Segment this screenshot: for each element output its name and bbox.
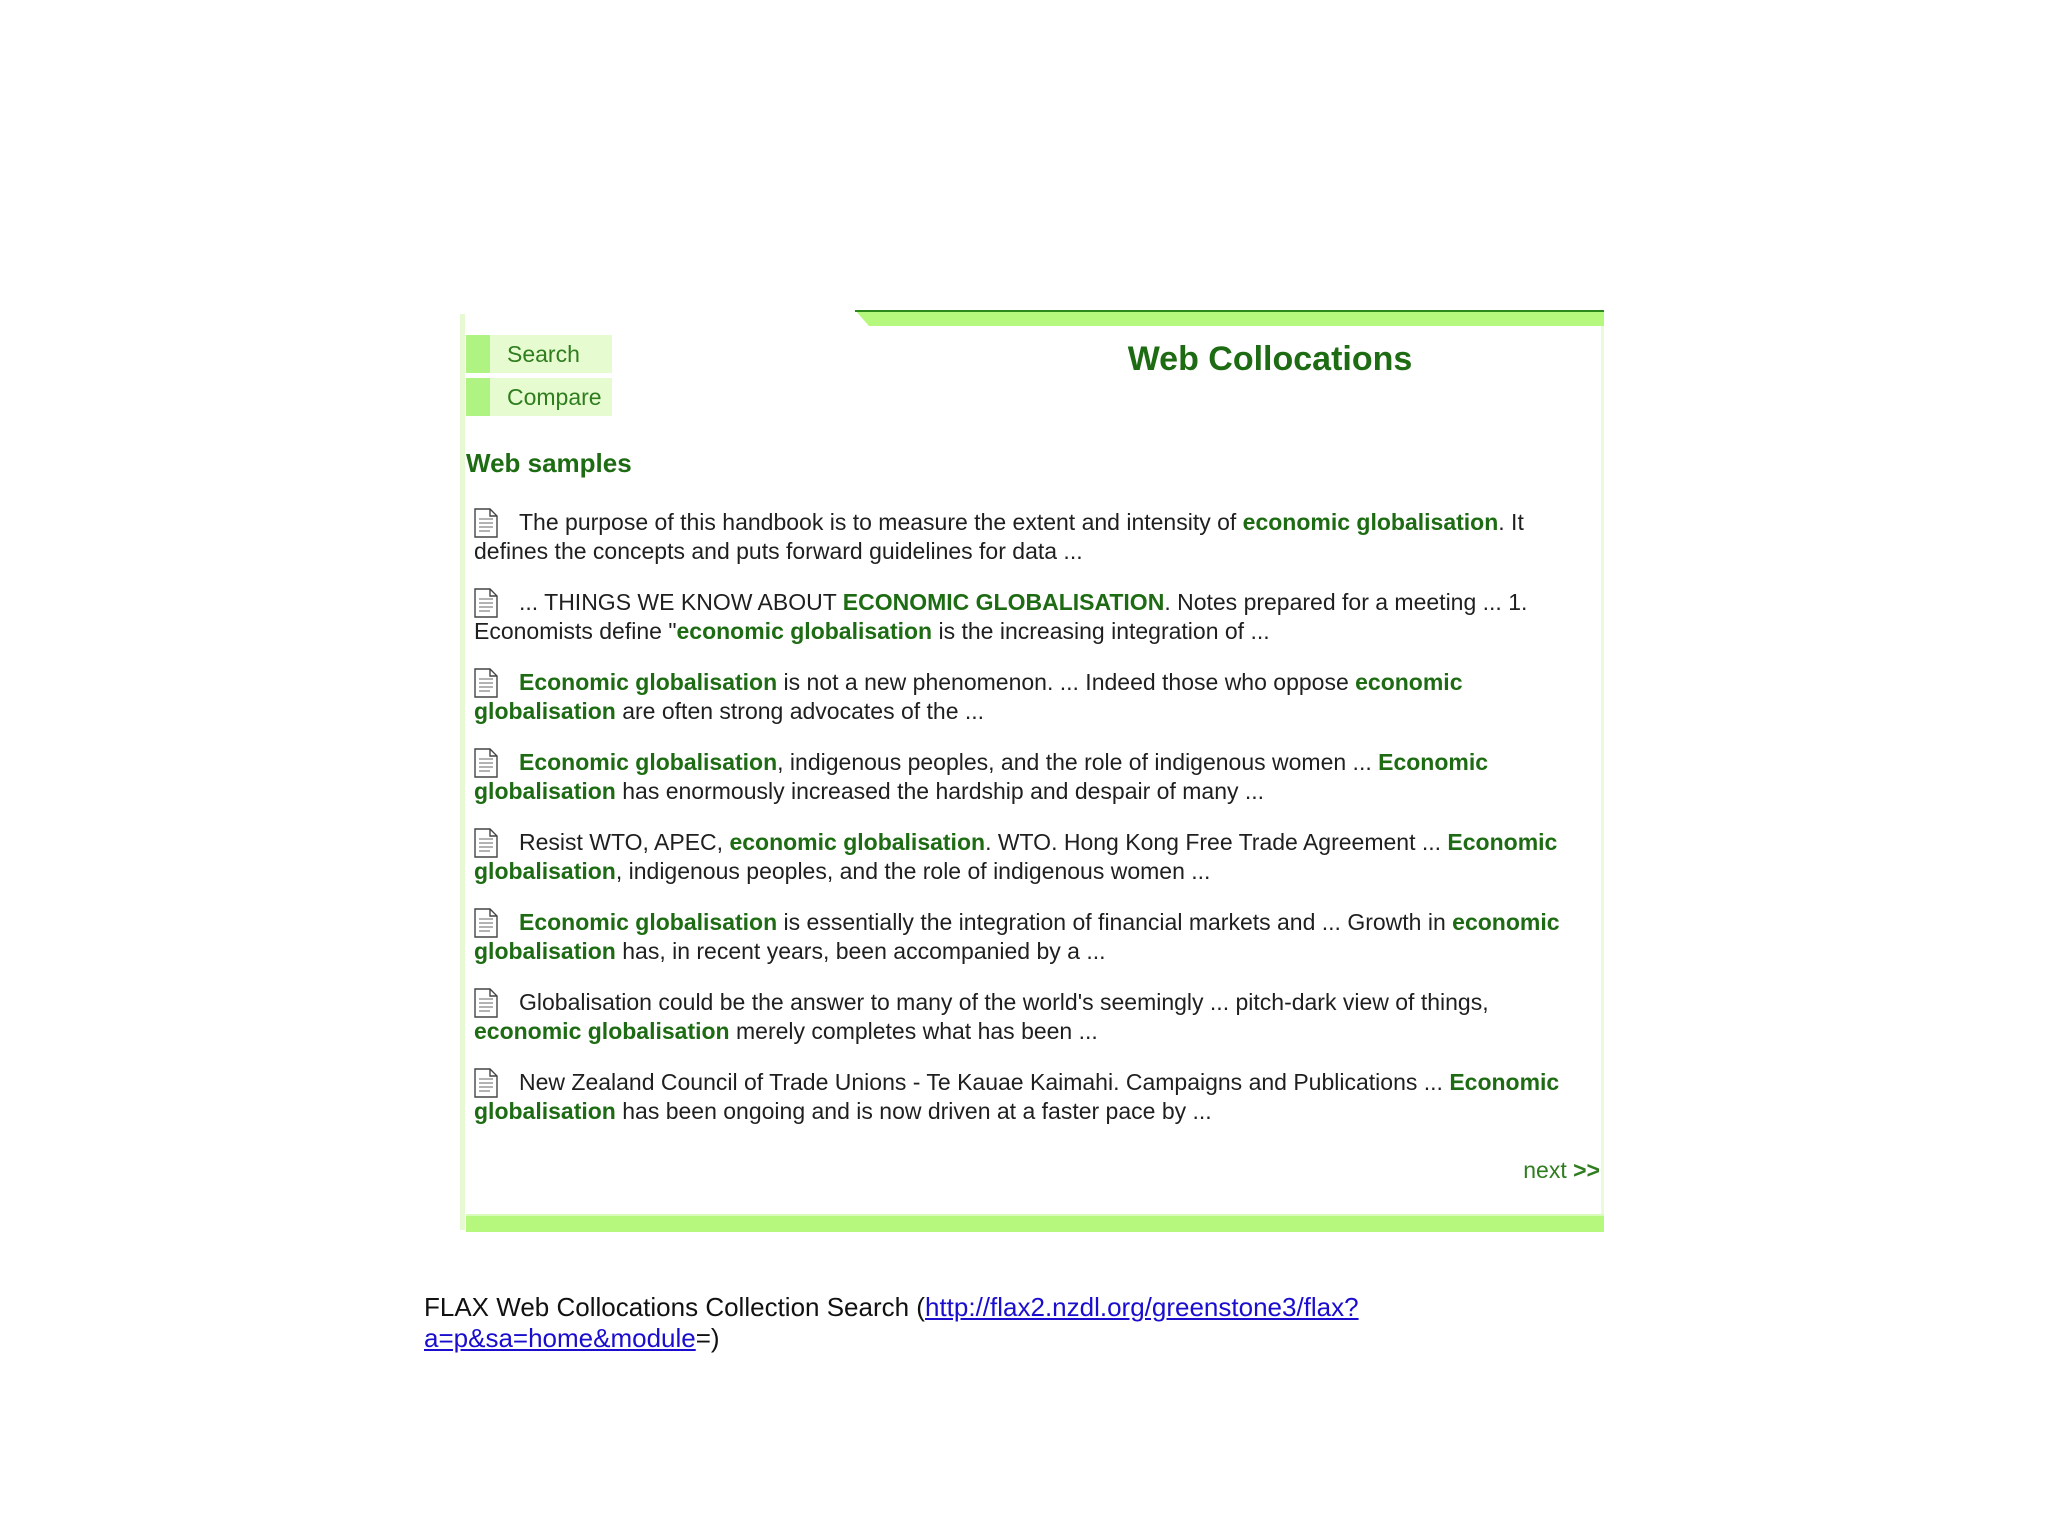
highlighted-term: Economic globalisation [519, 749, 778, 775]
panel-left-border [460, 314, 465, 1230]
snippet-text: . It defines the concepts and puts forward guidelines for data ... [474, 509, 1524, 564]
result-snippet [474, 1068, 1584, 1126]
document-icon[interactable] [474, 668, 498, 698]
result-item [474, 748, 1584, 806]
caption [424, 1292, 1654, 1354]
result-item [474, 668, 1584, 726]
highlighted-term: Economic globalisation [474, 829, 1558, 884]
document-icon[interactable] [474, 1068, 498, 1098]
page-title: Web Collocations [1127, 340, 1413, 378]
snippet-text: , indigenous peoples, and the role of indigenous women ... [777, 749, 1379, 775]
document-icon[interactable] [474, 908, 498, 938]
result-item [474, 588, 1584, 646]
result-item [474, 908, 1584, 966]
result-snippet [474, 748, 1584, 806]
document-icon[interactable] [474, 988, 498, 1018]
document-icon[interactable] [474, 588, 498, 618]
caption-suffix: =) [695, 1323, 720, 1353]
highlighted-term: economic globalisation [474, 1018, 730, 1044]
highlighted-term: Economic globalisation [519, 669, 778, 695]
nav-compare-marker [466, 378, 490, 416]
highlighted-term: economic globalisation [474, 669, 1463, 724]
result-item [474, 1068, 1584, 1126]
highlighted-term: economic globalisation [676, 618, 933, 644]
panel-right-border [1601, 310, 1604, 1230]
snippet-text: has been ongoing and is now driven at a faster pace by ... [615, 1098, 1212, 1124]
snippet-text: New Zealand Council of Trade Unions - Te Kauae Kaimahi. Campaigns and Publications ... [519, 1069, 1450, 1095]
nav-compare[interactable] [466, 378, 612, 416]
document-icon[interactable] [474, 748, 498, 778]
snippet-text: Resist WTO, APEC, [519, 829, 730, 855]
highlighted-term: economic globalisation [1242, 509, 1499, 535]
snippet-text: . Notes prepared for a meeting ... 1. Economists define " [474, 589, 1528, 644]
caption-url-link[interactable]: http://flax2.nzdl.org/greenstone3/flax?a=p&sa=home&module [424, 1292, 1359, 1353]
result-item [474, 988, 1584, 1046]
snippet-text: is essentially the integration of financial markets and ... Growth in [777, 909, 1453, 935]
footer-band [466, 1214, 1604, 1232]
next-link-label[interactable]: next [1523, 1157, 1567, 1183]
result-snippet [474, 828, 1584, 886]
nav-compare-label[interactable]: Compare [507, 383, 602, 410]
highlighted-term: Economic globalisation [474, 1069, 1560, 1124]
highlighted-term: economic globalisation [729, 829, 986, 855]
highlighted-term: Economic globalisation [474, 749, 1489, 804]
nav-search-marker [466, 335, 490, 373]
snippet-text: are often strong advocates of the ... [615, 698, 985, 724]
nav-search[interactable] [466, 335, 612, 373]
result-snippet [474, 908, 1584, 966]
section-heading: Web samples [466, 448, 632, 478]
highlighted-term: economic globalisation [474, 909, 1560, 964]
collection-panel [460, 310, 1604, 1230]
snippet-text: , indigenous peoples, and the role of indigenous women ... [615, 858, 1211, 884]
snippet-text: has, in recent years, been accompanied by a ... [615, 938, 1106, 964]
result-item [474, 508, 1584, 566]
header-band [855, 310, 1604, 326]
result-snippet [474, 508, 1584, 566]
document-icon[interactable] [474, 828, 498, 858]
caption-prefix: FLAX Web Collocations Collection Search ( [424, 1292, 925, 1322]
results-list [474, 508, 1584, 1148]
result-snippet [474, 588, 1584, 646]
highlighted-term: Economic globalisation [519, 909, 778, 935]
snippet-text: has enormously increased the hardship and despair of many ... [615, 778, 1265, 804]
result-snippet [474, 668, 1584, 726]
snippet-text: merely completes what has been ... [729, 1018, 1098, 1044]
snippet-text: is the increasing integration of ... [932, 618, 1270, 644]
snippet-text: . WTO. Hong Kong Free Trade Agreement ... [985, 829, 1448, 855]
next-page-link[interactable] [1523, 1157, 1600, 1184]
nav-search-label[interactable]: Search [507, 340, 580, 367]
snippet-text: is not a new phenomenon. ... Indeed those who oppose [777, 669, 1356, 695]
highlighted-term: ECONOMIC GLOBALISATION [842, 589, 1165, 615]
result-snippet [474, 988, 1584, 1046]
document-icon[interactable] [474, 508, 498, 538]
next-link-arrows[interactable]: >> [1573, 1157, 1600, 1183]
snippet-text: ... THINGS WE KNOW ABOUT [519, 589, 843, 615]
snippet-text: Globalisation could be the answer to many of the world's seemingly ... pitch-dark view of things, [519, 989, 1489, 1015]
result-item [474, 828, 1584, 886]
snippet-text: The purpose of this handbook is to measure the extent and intensity of [519, 509, 1243, 535]
